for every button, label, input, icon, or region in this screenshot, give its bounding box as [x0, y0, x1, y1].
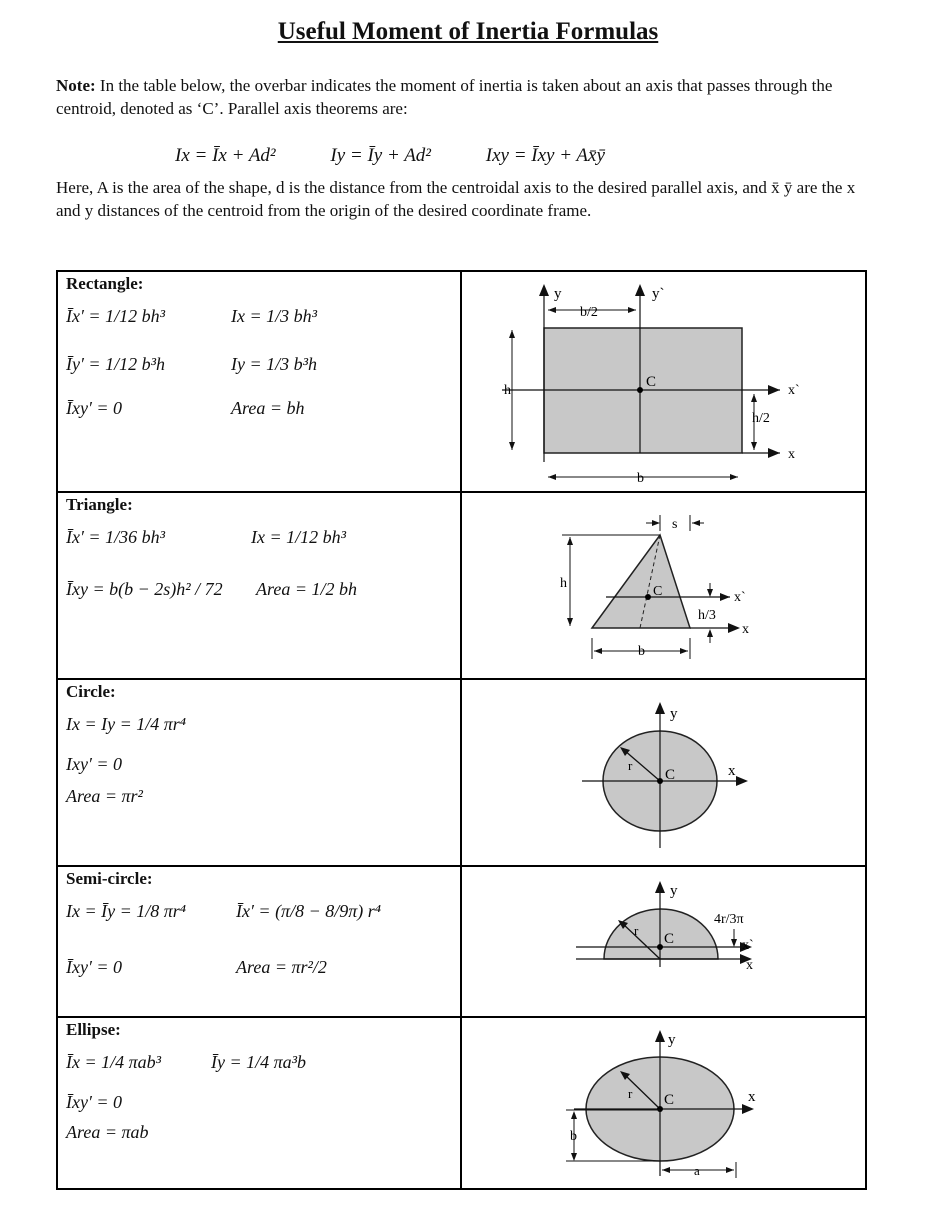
tri-formula-area: Area = 1/2 bh: [256, 579, 357, 599]
ellipse-label-c: C: [664, 1092, 675, 1108]
semicircle-title: Semi-circle:: [66, 869, 153, 888]
semicircle-diagram: [462, 867, 866, 1015]
rect-formula-ixy: Īxy′ = 0: [66, 398, 123, 418]
rect-formula-ix: Ix = 1/3 bh³: [231, 306, 318, 326]
semi-formula-ixy: Īxy′ = 0: [66, 957, 123, 977]
rect-label-b: b: [637, 471, 644, 486]
rect-label-b2: b/2: [580, 305, 598, 320]
rectangle-diagram: [462, 272, 866, 490]
semi-label-y: y: [670, 883, 678, 899]
rectangle-formulas: [66, 274, 456, 418]
tri-label-h: h: [560, 576, 567, 591]
triangle-diagram: [462, 493, 866, 677]
tri-formula-ix: Ix = 1/12 bh³: [251, 527, 347, 547]
rect-label-c: C: [646, 374, 657, 390]
circle-formula-ix: Ix = Iy = 1/4 πr⁴: [66, 714, 187, 734]
rect-label-xp: x`: [788, 383, 800, 398]
semi-label-x: x: [746, 958, 753, 973]
theorem-xy: Ixy = Īxy + Ax̄ȳ: [485, 145, 605, 166]
semi-formula-ix: Ix = Īy = 1/8 πr⁴: [66, 901, 187, 921]
triangle-title: Triangle:: [66, 495, 133, 514]
semi-formula-area: Area = πr²/2: [236, 957, 327, 977]
semi-label-c: C: [664, 931, 675, 947]
ellipse-formula-iy: Īy = 1/4 πa³b: [211, 1052, 307, 1072]
parallel-axis-theorems: [175, 145, 655, 167]
here-paragraph: Here, A is the area of the shape, d is the distance from the centroidal axis to the desired parallel axis, and x̄ ȳ are the x and y distances of the centroid from the origin of the desired coordinate frame.: [56, 178, 856, 220]
tri-label-b: b: [638, 644, 645, 659]
circle-diagram: [462, 680, 866, 864]
tri-label-c: C: [653, 584, 663, 599]
rect-formula-area: Area = bh: [231, 398, 305, 418]
tri-formula-ixp: Īx′ = 1/36 bh³: [66, 527, 165, 547]
ellipse-title: Ellipse:: [66, 1020, 121, 1039]
circle-formulas: [66, 682, 456, 806]
rect-label-yp: y`: [652, 286, 665, 302]
rect-label-h: h: [504, 383, 511, 398]
tri-label-x: x: [742, 622, 749, 637]
semi-label-d: 4r/3π: [714, 912, 744, 927]
rect-formula-iy: Iy = 1/3 b³h: [231, 354, 318, 374]
theorem-y: Iy = Īy + Ad²: [330, 145, 431, 166]
note-label: Note:: [56, 76, 96, 95]
rect-label-x: x: [788, 447, 795, 462]
ellipse-label-y: y: [668, 1032, 676, 1048]
semicircle-shape: [604, 909, 718, 959]
circle-formula-area: Area = πr²: [66, 786, 143, 806]
circle-label-y: y: [670, 706, 678, 722]
circle-title: Circle:: [66, 682, 116, 701]
semicircle-formulas: [66, 869, 456, 977]
ellipse-label-a: a: [694, 1163, 700, 1178]
ellipse-label-b: b: [570, 1129, 577, 1144]
semi-formula-ixp: Īx′ = (π/8 − 8/9π) r⁴: [236, 901, 382, 921]
page-title: Useful Moment of Inertia Formulas: [277, 18, 659, 45]
rect-label-y: y: [554, 286, 562, 302]
ellipse-label-r: r: [628, 1086, 633, 1101]
tri-label-s: s: [672, 517, 678, 532]
ellipse-formula-ixy: Īxy′ = 0: [66, 1092, 123, 1112]
rect-formula-ixp: Īx′ = 1/12 bh³: [66, 306, 165, 326]
rect-formula-iyp: Īy′ = 1/12 b³h: [66, 354, 165, 374]
tri-label-xp: x`: [734, 590, 746, 605]
rect-label-h2: h/2: [752, 411, 770, 426]
tri-label-h3: h/3: [698, 608, 716, 623]
circle-label-c: C: [665, 767, 676, 783]
ellipse-formula-area: Area = πab: [66, 1122, 149, 1142]
ellipse-formulas: [66, 1020, 456, 1142]
ellipse-formula-ix: Īx = 1/4 πab³: [66, 1052, 162, 1072]
triangle-shape: [592, 535, 690, 628]
triangle-formulas: [66, 495, 456, 599]
semi-label-r: r: [634, 923, 639, 938]
circle-label-x: x: [728, 763, 736, 779]
rectangle-title: Rectangle:: [66, 274, 144, 293]
circle-label-r: r: [628, 758, 633, 773]
semi-label-xp: x`: [742, 938, 754, 953]
theorem-x: Ix = Īx + Ad²: [175, 145, 276, 166]
ellipse-label-x: x: [748, 1089, 756, 1105]
tri-formula-ixy: Īxy = b(b − 2s)h² / 72: [66, 579, 223, 599]
note-paragraph: [56, 74, 856, 120]
note-text: In the table below, the overbar indicates the moment of inertia is taken about an axis that passes through the centroid, denoted as ‘C’. Parallel axis theorems are:: [56, 76, 833, 118]
ellipse-diagram: [462, 1018, 866, 1188]
circle-formula-ixy: Ixy′ = 0: [66, 754, 123, 774]
